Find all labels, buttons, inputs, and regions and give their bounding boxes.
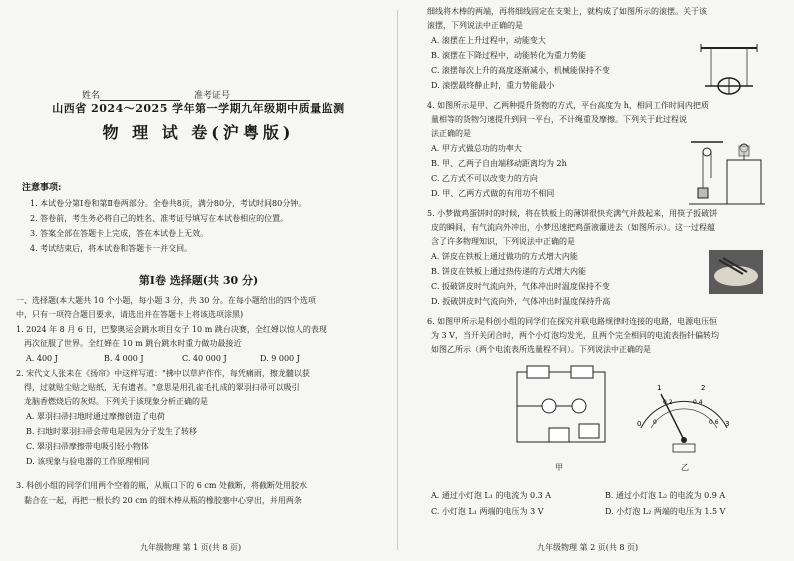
q2-line-3: 龙脑香燃烧后的灰烬。下列关于该现象分析正确的是 <box>24 397 208 406</box>
q3-line-1: 3. 科创小组的同学们用两个空着的瓶，从瓶口下的 6 cm 处截断，将截断处用胶水 <box>16 481 307 490</box>
q3-option-d[interactable]: D. 滚摆最终静止时，重力势能最小 <box>431 81 555 90</box>
q2-option-d[interactable]: D. 该现象与验电器的工作原理相同 <box>26 457 150 466</box>
q3-option-c[interactable]: C. 滚摆每次上升的高度逐渐减小，机械能保持不变 <box>431 66 610 75</box>
q3-option-a[interactable]: A. 滚摆在上升过程中，动能变大 <box>431 36 546 45</box>
section-intro-1: 一、选择题(本大题共 10 个小题，每小题 3 分，共 30 分。在每小题给出的四个选项 <box>16 296 316 305</box>
circuit-figure <box>507 362 617 462</box>
q1-line-1: 1. 2024 年 8 月 6 日，巴黎奥运会跳水项目女子 10 m 跳台决赛，全红婵以惊人的表现 <box>16 325 327 334</box>
meter-sub-3: 0.6 <box>709 419 719 426</box>
q5-line-3: 含了许多物理知识，下列说法中正确的是 <box>431 237 575 246</box>
meter-tick-0: 0 <box>637 420 642 428</box>
q5-option-d[interactable]: D. 扳破饼皮时气流向外，气体冲出时温度保持升高 <box>431 297 611 306</box>
q1-option-d[interactable]: D. 9 000 J <box>260 354 300 363</box>
meter-sub-0: 0 <box>653 419 657 426</box>
right-page <box>397 0 794 561</box>
q6-option-b[interactable]: B. 通过小灯泡 L₂ 的电流为 0.9 A <box>605 491 726 500</box>
q2-option-c[interactable]: C. 翠羽扫帚摩擦带电吸引轻小物体 <box>26 442 149 451</box>
q1-line-2: 再次征服了世界。全红婵在 10 m 跳台跳水时重力做功最接近 <box>24 339 242 348</box>
section-title: 第Ⅰ卷 选择题(共 30 分) <box>138 274 259 287</box>
q6-line-2: 为 3 V，当开关闭合时，两个小灯泡均发光，且两个完全相同的电流表指针偏转均 <box>431 331 719 340</box>
q4-option-a[interactable]: A. 甲方式做总功的功率大 <box>431 144 522 153</box>
footer-right: 九年级物理 第 2 页(共 8 页) <box>537 543 639 552</box>
q2-line-2: 得，过就贴尘贴之贴纸，无有遗者。"意思是用孔雀毛扎成的翠羽扫帚可以吸引 <box>24 383 300 392</box>
q3-cont-line-1: 细线将木棒的两端，再将细线固定在支架上，就构成了如图所示的滚摆。关于该 <box>427 7 707 16</box>
pendulum-figure <box>697 42 761 100</box>
paper-title: 物 理 试 卷(沪粤版) <box>102 123 295 142</box>
footer-left: 九年级物理 第 1 页(共 8 页) <box>140 543 242 552</box>
q6-option-a[interactable]: A. 通过小灯泡 L₁ 的电流为 0.3 A <box>431 491 552 500</box>
q3-cont-line-2: 滚摆，下列说法中正确的是 <box>427 21 523 30</box>
q2-option-b[interactable]: B. 扫地时翠羽扫帚会带电是因为分子发生了转移 <box>26 427 197 436</box>
q1-option-b[interactable]: B. 4 000 J <box>104 354 144 363</box>
q4-option-c[interactable]: C. 乙方式不可以改变力的方向 <box>431 174 538 183</box>
q6-option-c[interactable]: C. 小灯泡 L₁ 两端的电压为 3 V <box>431 507 544 516</box>
q4-line-2: 量相等的货物匀速提升到同一平台，不计绳重及摩擦。下列关于此过程说 <box>431 115 687 124</box>
q6-option-d[interactable]: D. 小灯泡 L₂ 两端的电压为 1.5 V <box>605 507 726 516</box>
fig-label-b: 乙 <box>681 463 689 472</box>
q1-options <box>26 353 338 365</box>
meter-tick-1: 1 <box>657 384 662 392</box>
notice-item-3: 3. 答案全部在答题卡上完成，答在本试卷上无效。 <box>30 229 209 238</box>
q1-option-a[interactable]: A. 400 J <box>26 354 58 363</box>
q3-line-2: 黏合在一起，再把一根长约 20 cm 的细木棒从瓶的橡胶塞中心穿出，并用两条 <box>24 496 302 505</box>
q5-option-a[interactable]: A. 饼皮在铁板上通过做功的方式增大内能 <box>431 252 578 261</box>
notice-item-4: 4. 考试结束后，将本试卷和答题卡一并交回。 <box>30 244 193 253</box>
section-intro-2: 中，只有一项符合题目要求，请选出并在答题卡上将该选项涂黑) <box>16 310 244 319</box>
q4-option-d[interactable]: D. 甲、乙两方式做的有用功不相同 <box>431 189 555 198</box>
q6-line-1: 6. 如图甲所示是科创小组的同学们在探究并联电路规律时连接的电路，电源电压恒 <box>427 317 718 326</box>
fig-label-a: 甲 <box>555 463 563 472</box>
pulley-figure <box>687 138 767 206</box>
q5-option-b[interactable]: B. 饼皮在铁板上通过热传递的方式增大内能 <box>431 267 586 276</box>
meter-sub-1: 0.2 <box>663 399 673 406</box>
q6-line-3: 如图乙所示（两个电流表所选量程不同）。下列说法中正确的是 <box>431 345 651 354</box>
q4-option-b[interactable]: B. 甲、乙两子自由端移动距离均为 2h <box>431 159 567 168</box>
q5-line-2: 皮的瞬间，有气流向外冲出，小梦迅速把鸡蛋液灌进去（如图所示）。这一过程蕴 <box>431 223 715 232</box>
exam-no-label: 准考证号 <box>194 91 231 101</box>
notice-item-2: 2. 答卷前，考生务必将自己的姓名、准考证号填写在本试卷相应的位置。 <box>30 214 289 223</box>
q3-option-b[interactable]: B. 滚摆在下降过程中，动能转化为重力势能 <box>431 51 586 60</box>
q4-line-3: 法正确的是 <box>431 129 471 138</box>
q2-option-a[interactable]: A. 翠羽扫帚扫地时通过摩擦创造了电荷 <box>26 412 165 421</box>
q5-line-1: 5. 小梦做鸡蛋饼时的时候，将在铁板上的薄饼很快充满气并鼓起来，用筷子扳破饼 <box>427 209 718 218</box>
ammeter-figure <box>629 368 739 454</box>
q1-option-c[interactable]: C. 40 000 J <box>182 354 227 363</box>
meter-sub-2: 0.4 <box>693 399 703 406</box>
notice-item-1: 1. 本试卷分第Ⅰ卷和第Ⅱ卷两部分。全卷共8页，满分80分，考试时间80分钟。 <box>30 199 307 208</box>
q2-line-1: 2. 宋代文人张耒在《扬帘》中这样写道："拂中以草庐作作，每凭痛雨，擦龙髓以获 <box>16 369 310 378</box>
meter-tick-3: 3 <box>725 420 730 428</box>
exam-title: 山西省 2024～2025 学年第一学期九年级期中质量监测 <box>52 102 345 115</box>
name-label: 姓名 <box>82 91 101 101</box>
q5-option-c[interactable]: C. 扳破饼皮时气流向外，气体冲出时温度保持不变 <box>431 282 610 291</box>
notice-title: 注意事项: <box>22 183 62 193</box>
q4-line-1: 4. 如图所示是甲、乙两种提升货物的方式，平台高度为 h，相同工作时间内把质 <box>427 101 709 110</box>
meter-tick-2: 2 <box>701 384 706 392</box>
pancake-photo <box>709 250 763 294</box>
